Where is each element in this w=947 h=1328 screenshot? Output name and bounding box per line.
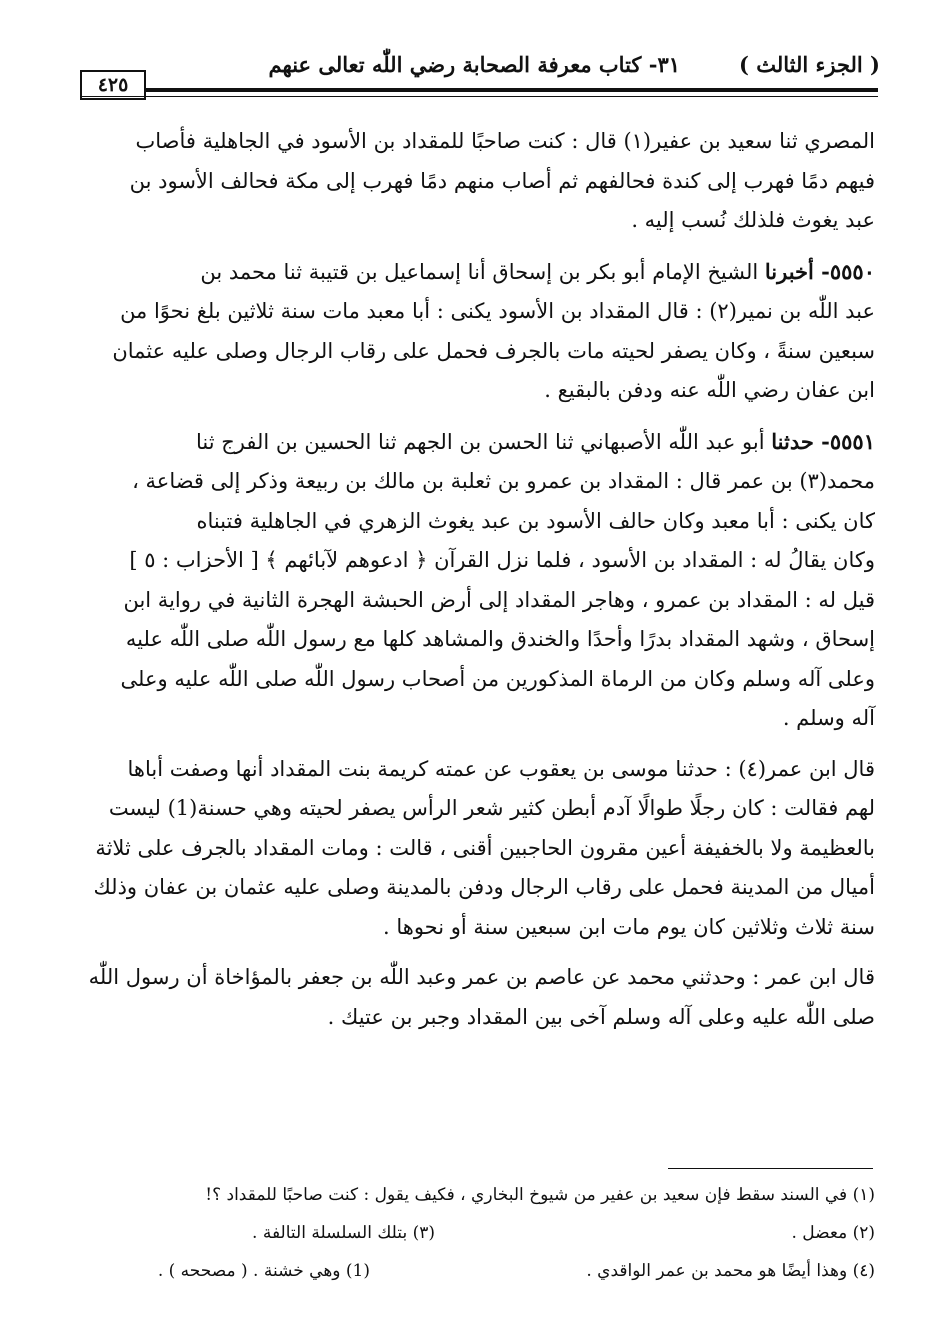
text-line: فيهم دمًا فهرب إلى كندة فحالفهم ثم أصاب منهم دمًا فهرب إلى مكة فحالف الأسود بن bbox=[129, 168, 875, 193]
text-line: صلى اللّٰه عليه وعلى آله وسلم آخى بين المقداد وجبر بن عتيك . bbox=[327, 1004, 875, 1029]
footnote-3: (٣) بتلك السلسلة التالفة . bbox=[252, 1223, 435, 1243]
text-line: عبد اللّٰه بن نمير(٢) : قال المقداد بن الأسود يكنى : أبا معبد مات سنة ثلاثين بلغ نحوًا من bbox=[120, 299, 875, 323]
text-line: لهم فقالت : كان رجلًا طوالًا آدم أبطن كثير شعر الرأس يصفر لحيته وهي حسنة(1) ليست bbox=[108, 796, 875, 820]
text-line: إسحاق ، وشهد المقداد بدرًا وأحدًا والخندق والمشاهد كلها مع رسول اللّٰه صلى اللّٰه عليه bbox=[125, 627, 875, 651]
hadith-number: ٥٥٥١ bbox=[829, 428, 875, 454]
text-line bbox=[75, 252, 875, 293]
hadith-5550 bbox=[75, 252, 875, 411]
text-line: وعلى آله وسلم وكان من الرماة المذكورين من أصحاب رسول اللّٰه صلى اللّٰه عليه وعلى bbox=[120, 666, 875, 691]
footnote-row bbox=[75, 1252, 875, 1290]
text-line: أميال من المدينة فحمل على رقاب الرجال ودفن بالمدينة وصلى عليه عثمان بن عفان وذلك bbox=[93, 875, 875, 899]
footnote-row bbox=[75, 1214, 875, 1252]
footnote-row bbox=[75, 1176, 875, 1214]
narration-keyword: - حدثنا bbox=[771, 428, 830, 454]
page-number: ٤٢٥ bbox=[80, 70, 146, 100]
text-line: بالعظيمة ولا بالخفيفة أعين مقرون الحاجبين أقنى ، قالت : ومات المقداد بالجرف على ثلاثة bbox=[95, 835, 875, 860]
text-line: كان يكنى : أبا معبد وكان حالف الأسود بن عبد يغوث الزهري في الجاهلية فتبناه bbox=[196, 508, 875, 533]
text-line: سنة ثلاث وثلاثين كان يوم مات ابن سبعين سنة أو نحوها . bbox=[383, 914, 875, 939]
paragraph-ibn-umar-2 bbox=[75, 958, 875, 1037]
chapter-title: ٣١- كتاب معرفة الصحابة رضي اللّٰه تعالى عنهم bbox=[268, 52, 680, 77]
running-header bbox=[80, 52, 880, 92]
paragraph-ibn-umar-1 bbox=[75, 750, 875, 948]
text-line: آله وسلم . bbox=[782, 706, 875, 730]
text-line: وكان يقالُ له : المقداد بن الأسود ، فلما نزل القرآن ﴿ ادعوهم لآبائهم ﴾ [ الأحزاب : ٥ ] bbox=[129, 548, 875, 572]
footnotes bbox=[75, 1176, 875, 1290]
text-line: محمد(٣) بن عمر قال : المقداد بن عمرو بن ثعلبة بن مالك بن ربيعة وذكر إلى قضاعة ، bbox=[132, 469, 875, 493]
text-fragment: الشيخ الإمام أبو بكر بن إسحاق أنا إسماعيل بن قتيبة ثنا محمد بن bbox=[200, 259, 765, 284]
footnote-5: (1) وهي خشنة . ( مصححه ) . bbox=[157, 1261, 370, 1281]
header-rule-thin bbox=[80, 96, 878, 97]
text-line: ابن عفان رضي اللّٰه عنه ودفن بالبقيع . bbox=[544, 378, 875, 402]
footnote-separator bbox=[668, 1168, 873, 1169]
hadith-number: ٥٥٥٠ bbox=[829, 258, 875, 284]
narration-keyword: - أخبرنا bbox=[764, 258, 830, 284]
paragraph-1 bbox=[75, 122, 875, 241]
footnote-1: (١) في السند سقط فإن سعيد بن عفير من شيوخ البخاري ، فكيف يقول : كنت صاحبًا للمقداد ؟! bbox=[205, 1185, 875, 1205]
volume-label: ( الجزء الثالث ) bbox=[738, 52, 880, 77]
text-line: قيل له : المقداد بن عمرو ، وهاجر المقداد إلى أرض الحبشة الهجرة الثانية في رواية ابن bbox=[123, 587, 875, 612]
header-rule-thick bbox=[144, 88, 878, 92]
footnote-2: (٢) معضل . bbox=[791, 1223, 875, 1243]
text-line: عبد يغوث فلذلك نُسب إليه . bbox=[631, 208, 875, 232]
footnote-4: (٤) وهذا أيضًا هو محمد بن عمر الواقدي . bbox=[586, 1261, 875, 1281]
text-line: سبعين سنةً ، وكان يصفر لحيته مات بالجرف فحمل على رقاب الرجال وصلى عليه عثمان bbox=[112, 338, 875, 363]
text-line bbox=[75, 422, 875, 463]
text-fragment: أبو عبد اللّٰه الأصبهاني ثنا الحسن بن الجهم ثنا الحسين بن الفرج ثنا bbox=[196, 429, 772, 454]
hadith-5551 bbox=[75, 422, 875, 739]
text-line: قال ابن عمر : وحدثني محمد عن عاصم بن عمر وعبد اللّٰه بن جعفر بالمؤاخاة أن رسول اللّٰه bbox=[88, 965, 875, 989]
text-line: قال ابن عمر(٤) : حدثنا موسى بن يعقوب عن عمته كريمة بنت المقداد أنها وصفت أباها bbox=[127, 756, 875, 781]
main-text bbox=[75, 122, 875, 1048]
text-line: المصري ثنا سعيد بن عفير(١) قال : كنت صاحبًا للمقداد بن الأسود في الجاهلية فأصاب bbox=[135, 129, 875, 153]
